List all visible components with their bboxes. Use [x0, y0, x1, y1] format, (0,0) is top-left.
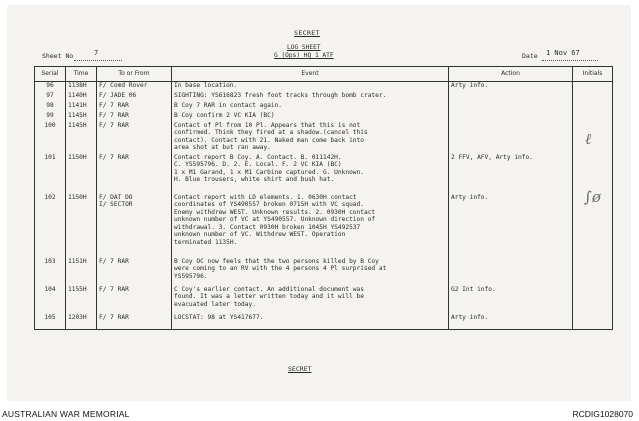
action-cell [449, 154, 573, 194]
action-cell [449, 112, 573, 122]
event-cell-line: terminated 1135H. [174, 239, 238, 247]
action-cell-line: Arty info. [451, 193, 489, 201]
event-cell-line: Contact report B Coy. A. Contact. B. 011142H. [174, 153, 342, 161]
to-or-from-cell-line: I/ SECTOR [99, 201, 133, 209]
to-or-from-cell [97, 154, 172, 194]
action-cell [449, 194, 573, 258]
event-cell-line: Contact of Pl from 10 Pl. Appears that this is not [174, 121, 361, 129]
event-cell-line: B Coy 7 RAR in contact again. [174, 101, 283, 109]
action-cell [449, 122, 573, 154]
event-cell-line: evacuated later today. [174, 300, 256, 308]
table-row [35, 258, 613, 286]
time-cell: 1145H [66, 112, 97, 122]
serial-cell: 98 [35, 102, 66, 112]
to-or-from-cell [97, 122, 172, 154]
to-or-from-cell [97, 92, 172, 102]
archive-id: RCDIG1028070 [572, 409, 633, 419]
serial-cell: 101 [35, 154, 66, 194]
serial-cell: 99 [35, 112, 66, 122]
col-event: Event [172, 67, 449, 82]
event-cell-line: were coming to an RV with the 4 persons 4 Pl surprised at [174, 265, 387, 273]
sheet-no-label: Sheet No [42, 52, 74, 60]
date-rule [542, 60, 598, 61]
table-row [35, 194, 613, 258]
event-cell [172, 154, 449, 194]
event-cell-line: B Coy OC now feels that the two persons killed by B Coy [174, 257, 379, 265]
time-cell: 1150H [66, 194, 97, 258]
handwritten-initial: ℓ [585, 130, 592, 148]
serial-cell: 96 [35, 82, 66, 92]
event-cell-line: B Coy confirm 2 VC KIA (BC) [174, 111, 275, 119]
to-or-from-cell [97, 194, 172, 258]
event-cell [172, 102, 449, 112]
event-cell-line: C. YS595796. D. 2. E. Local. F. 2 VC KIA (BC) [174, 161, 342, 169]
initials-cell [573, 286, 613, 314]
serial-cell: 102 [35, 194, 66, 258]
event-cell-line: Contact report with LD elements. 1. 0630H contact [174, 193, 357, 201]
time-cell: 1150H [66, 154, 97, 194]
event-cell-line: unknown number of VC at YS490557. Unknown direction of [174, 216, 376, 224]
event-cell-line: SIGHTING: YS616823 fresh foot tracks through bomb crater. [174, 91, 387, 99]
event-cell-line: In base location. [174, 82, 238, 89]
event-cell [172, 82, 449, 92]
log-table [34, 66, 613, 330]
event-cell [172, 314, 449, 330]
table-row [35, 112, 613, 122]
action-cell-line: Arty info. [451, 82, 489, 89]
table-row [35, 154, 613, 194]
classification-footer: SECRET [288, 365, 312, 373]
event-cell-line: H. Blue trousers, white shirt and bush hat. [174, 176, 335, 184]
action-cell [449, 102, 573, 112]
to-or-from-cell [97, 82, 172, 92]
time-cell: 1203H [66, 314, 97, 330]
to-or-from-cell-line: F/ 7 RAR [99, 121, 129, 129]
date-label: Date [522, 52, 538, 60]
event-cell [172, 112, 449, 122]
table-header-row [35, 67, 613, 82]
col-action: Action [449, 67, 573, 82]
serial-cell: 103 [35, 258, 66, 286]
time-cell: 1141H [66, 102, 97, 112]
date-value: 1 Nov 67 [546, 49, 580, 57]
handwritten-initial-2: ∫ø [584, 188, 601, 206]
event-cell-line: coordinates of YS490557 broken 0715H with VC squad. [174, 201, 364, 209]
action-cell [449, 286, 573, 314]
table-row [35, 286, 613, 314]
event-cell-line: area shot at but ran away. [174, 144, 271, 152]
unit-name: G (Ops) HQ 1 ATF [274, 52, 334, 59]
to-or-from-cell-line: F/ 7 RAR [99, 285, 129, 293]
initials-cell [573, 314, 613, 330]
table-row [35, 92, 613, 102]
to-or-from-cell [97, 102, 172, 112]
col-to-or-from: To or From [97, 67, 172, 82]
action-cell [449, 314, 573, 330]
to-or-from-cell-line: F/ Comd Rover [99, 82, 148, 89]
serial-cell: 105 [35, 314, 66, 330]
event-cell [172, 92, 449, 102]
table-row [35, 82, 613, 92]
log-title: LOG SHEET [287, 44, 321, 51]
classification-header: SECRET [294, 29, 320, 37]
time-cell: 1151H [66, 258, 97, 286]
event-cell-line: 1 x M1 Garand, 1 x M1 Carbine captured. G. Unknown. [174, 168, 364, 176]
event-cell-line: C Coy's earlier contact. An additional document was [174, 285, 364, 293]
to-or-from-cell-line: F/ 7 RAR [99, 257, 129, 265]
to-or-from-cell-line: F/ 7 RAR [99, 313, 129, 321]
action-cell [449, 82, 573, 92]
initials-cell [573, 122, 613, 154]
action-cell-line: Arty info. [451, 313, 489, 321]
time-cell: 1155H [66, 286, 97, 314]
action-cell [449, 92, 573, 102]
time-cell: 1145H [66, 122, 97, 154]
table-row [35, 102, 613, 112]
to-or-from-cell-line: F/ 7 RAR [99, 101, 129, 109]
initials-cell [573, 82, 613, 92]
serial-cell: 104 [35, 286, 66, 314]
to-or-from-cell [97, 258, 172, 286]
event-cell [172, 286, 449, 314]
event-cell-line: Enemy withdrew WEST. Unknown results. 2. 0930H contact [174, 208, 376, 216]
event-cell [172, 258, 449, 286]
event-cell-line: LOCSTAT: 98 at YS417677. [174, 313, 264, 321]
to-or-from-cell-line: F/ 7 RAR [99, 111, 129, 119]
to-or-from-cell [97, 112, 172, 122]
to-or-from-cell-line: F/ 7 RAR [99, 153, 129, 161]
to-or-from-cell [97, 286, 172, 314]
table-row [35, 314, 613, 330]
initials-cell [573, 258, 613, 286]
col-time: Time [66, 67, 97, 82]
serial-cell: 97 [35, 92, 66, 102]
to-or-from-cell-line: F/ JADE 06 [99, 91, 137, 99]
serial-cell: 100 [35, 122, 66, 154]
event-cell-line: confirmed. Think they fired at a shadow.(cancel this [174, 129, 368, 137]
event-cell [172, 122, 449, 154]
initials-cell [573, 92, 613, 102]
event-cell-line: withdrawal. 3. Contact 0930H broken 1045H YS492537 [174, 223, 361, 231]
sheet-no-value: 7 [94, 49, 99, 57]
event-cell-line: found. It was a letter written today and it will be [174, 293, 364, 301]
to-or-from-cell [97, 314, 172, 330]
time-cell: 1138H [66, 82, 97, 92]
action-cell [449, 258, 573, 286]
event-cell [172, 194, 449, 258]
event-cell-line: unknown number of VC. Withdrew WEST. Operation [174, 231, 346, 239]
initials-cell [573, 102, 613, 112]
time-cell: 1140H [66, 92, 97, 102]
col-initials: Initials [573, 67, 613, 82]
archive-caption: AUSTRALIAN WAR MEMORIAL [2, 409, 130, 419]
col-serial: Serial [35, 67, 66, 82]
event-cell-line: YS595796. [174, 272, 208, 280]
initials-cell [573, 112, 613, 122]
to-or-from-cell-line: F/ DAT DO [99, 193, 133, 201]
event-cell-line: contact). Contact with 21. Naked man come back into [174, 136, 364, 144]
action-cell-line: 2 FFV, AFV, Arty info. [451, 153, 533, 161]
action-cell-line: G2 Int info. [451, 285, 496, 293]
sheet-no-rule [74, 60, 122, 61]
table-row [35, 122, 613, 154]
